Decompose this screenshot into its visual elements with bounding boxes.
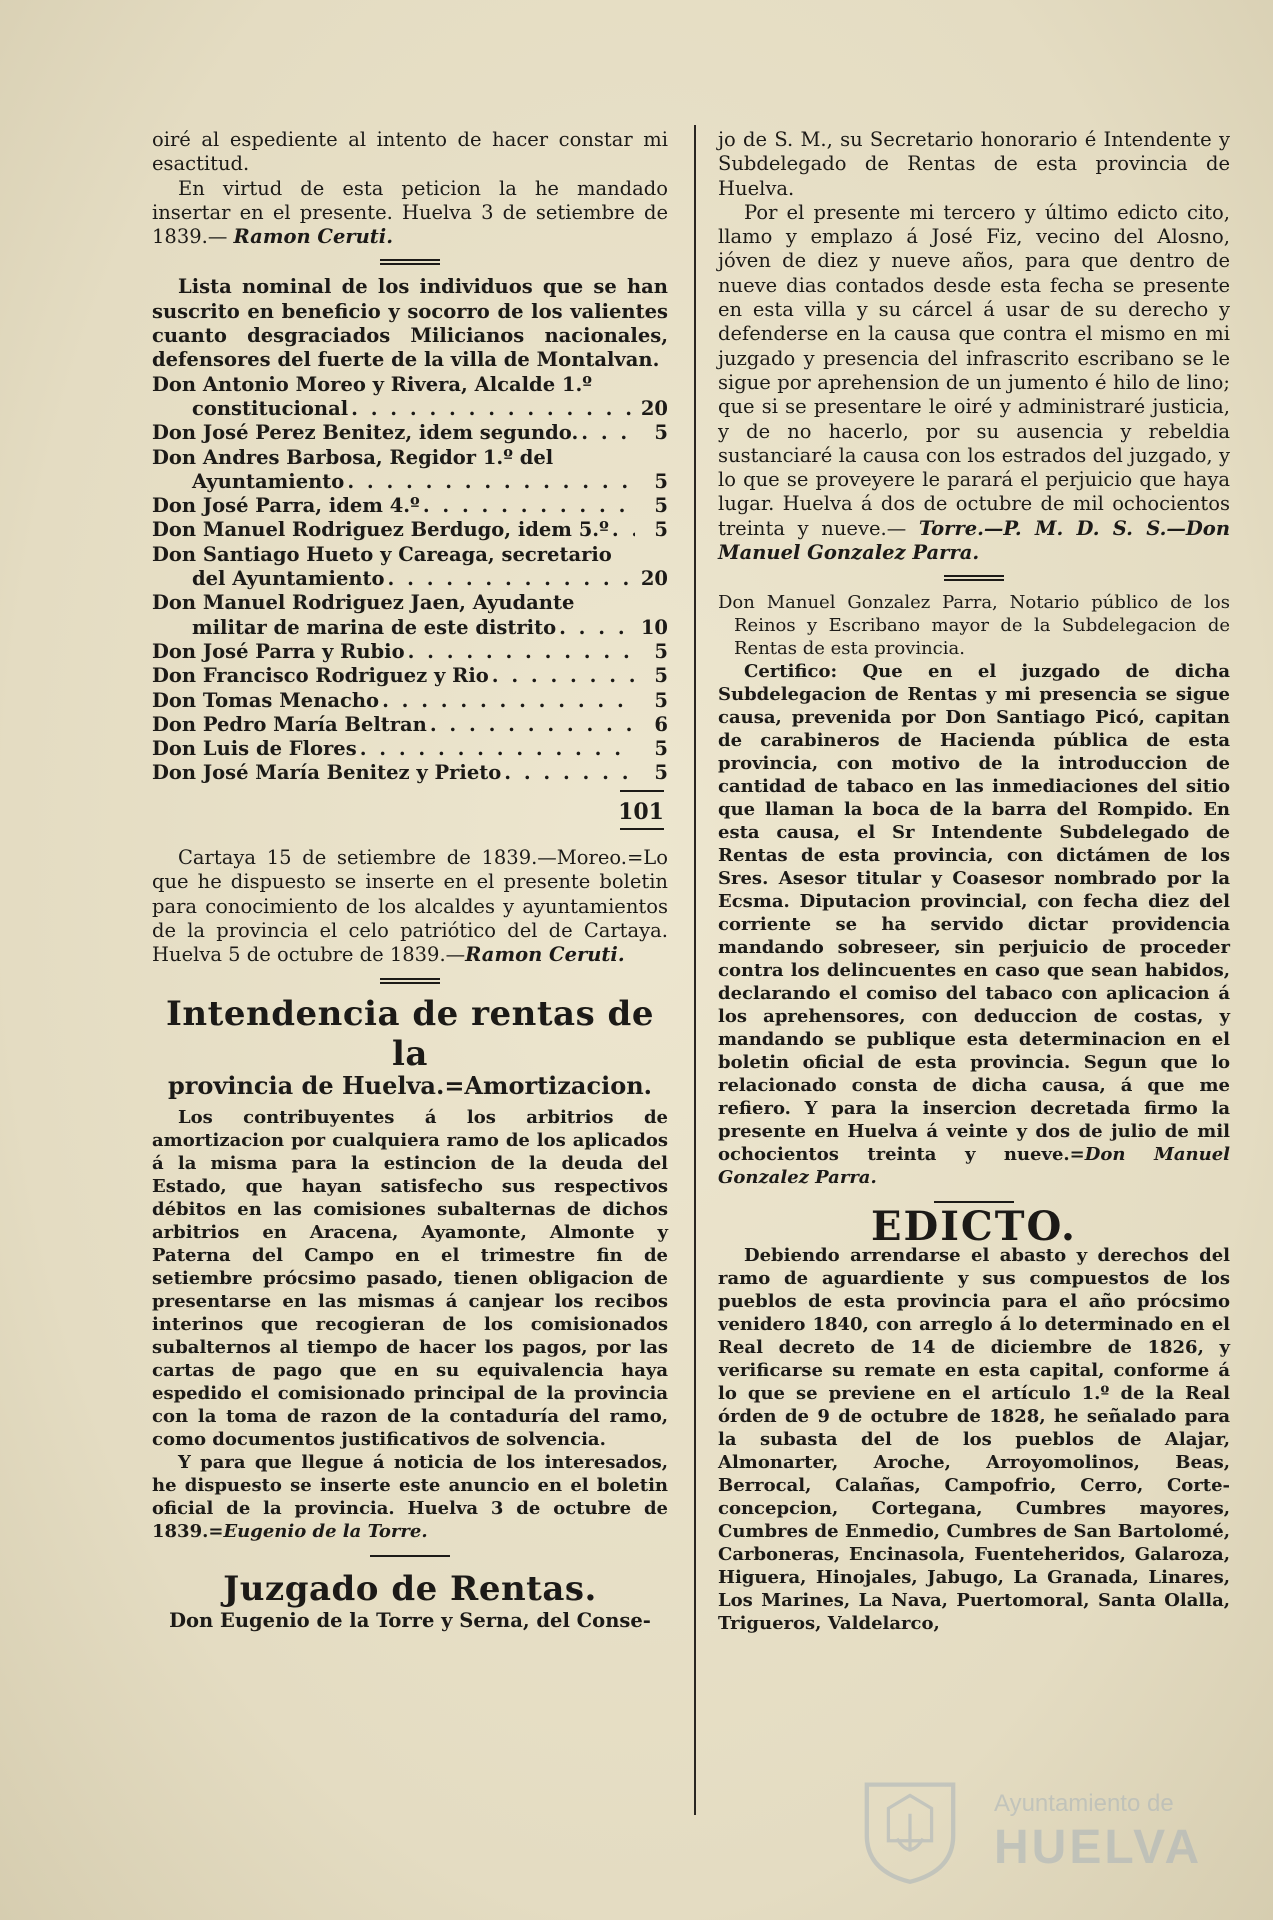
- separator: [718, 573, 1230, 583]
- certification-paragraph: Certifico: Que en el juzgado de dicha Subdelegacion de Rentas y mi presencia se sigue causa, prevenida por Don Santiago Picó, capitan de carabineros de Hacienda pública de esta provincia, con motivo de la introduccion de cantidad de tabaco en las inmediaciones del sitio que llaman la boca de la barra del Rompido. En esta causa, el Sr Intendente Subdelegado de Rentas de esta provincia, con dictámen de los Sres. Asesor titular y Coasesor nombrado por la Ecsma. Diputacion provincial, con fecha diez del corriente se ha servido dictar providencia mandando sobreseer, sin perjuicio de proceder contra los delincuentes en caso que sean habidos, declarando el comiso del tabaco con aplicacion á los aprehensores, con deduccion de costas, y mandando se publique esta determinacion en el boletin oficial de esta provincia. Segun que lo relacionado consta de dicha causa, á que me refiero. Y para la insercion decretada firmo la presente en Huelva á veinte y dos de julio de mil ochocientos treinta y nueve.=Don Manuel Gonzalez Parra.: [718, 661, 1230, 1189]
- subscriber-row: [152, 591, 668, 615]
- subscriber-amount: 5: [654, 664, 668, 688]
- signature: Don Manuel Gonzalez Parra.: [718, 1144, 1230, 1189]
- separator: [718, 1197, 1230, 1207]
- subscriber-amount: 6: [654, 712, 668, 736]
- leader-dots: [430, 713, 635, 737]
- cartaya-paragraph: Cartaya 15 de setiembre de 1839.—Moreo.=Lo que he dispuesto se inserte en el presente boletin para conocimiento de los alcaldes y ayuntamientos de la provincia el celo patriótico del de Cartaya. Huelva 5 de octubre de 1839.—Ramon Ceruti.: [152, 846, 668, 967]
- city-shield-icon: [856, 1776, 964, 1884]
- subscriber-amount: 20: [640, 396, 668, 420]
- separator: [152, 1551, 668, 1561]
- subscriber-row: [152, 397, 668, 421]
- subscriber-amount: 5: [654, 421, 668, 445]
- subscriber-name: del Ayuntamiento: [192, 567, 385, 591]
- juzgado-paragraph: Don Eugenio de la Torre y Serna, del Conse-: [169, 1608, 651, 1632]
- subscriber-row: [152, 761, 668, 785]
- subscriber-name: Don Andres Barbosa, Regidor 1.º del: [152, 445, 554, 469]
- petition-paragraph: En virtud de esta peticion la he mandado insertar en el presente. Huelva 3 de setiembre de 1839.— Ramon Ceruti.: [152, 176, 668, 249]
- subscriber-name: Don Antonio Moreo y Rivera, Alcalde 1.º: [152, 372, 592, 396]
- subscriber-amount: 20: [640, 567, 668, 591]
- intendente-paragraph: jo de S. M., su Secretario honorario é Intendente y Subdelegado de Rentas de esta provincia de Huelva.: [718, 128, 1230, 200]
- subscriber-name: Don Luis de Flores: [152, 737, 357, 761]
- leader-dots: [360, 737, 635, 761]
- watermark-line1: Ayuntamiento de: [994, 1790, 1174, 1817]
- subscription-total: 101: [618, 798, 664, 825]
- subscriber-row: [152, 543, 668, 567]
- subscriber-row: [152, 567, 668, 591]
- subscriber-row: [152, 470, 668, 494]
- subscriber-name: Don José María Benitez y Prieto: [152, 761, 502, 785]
- subscriber-row: [152, 713, 668, 737]
- amortizacion-notice: Y para que llegue á noticia de los interesados, he dispuesto se inserte este anuncio en el boletin oficial de la provincia. Huelva 3 de octubre de 1839.=Eugenio de la Torre.: [152, 1451, 668, 1542]
- carryover-paragraph: oiré al espediente al intento de hacer constar mi esactitud.: [152, 128, 668, 176]
- total-rule: [152, 824, 668, 834]
- subscriber-row: [152, 494, 668, 518]
- subscriber-name: Don Pedro María Beltran: [152, 712, 427, 736]
- leader-dots: [382, 689, 635, 713]
- leader-dots: [408, 640, 635, 664]
- separator: [152, 257, 668, 267]
- subscriber-row: [152, 616, 668, 640]
- subscriber-row: [152, 373, 668, 397]
- signature: Eugenio de la Torre.: [223, 1520, 428, 1542]
- subscriber-amount: 5: [654, 494, 668, 518]
- subscriber-amount: 5: [654, 639, 668, 663]
- leader-dots: [559, 616, 635, 640]
- subscriber-name: Don Tomas Menacho: [152, 688, 380, 712]
- subscriber-row: [152, 518, 668, 542]
- signature: Torre.—P. M. D. S. S.—Don Manuel Gonzalez Parra.: [718, 516, 1230, 565]
- subscriber-name: Ayuntamiento: [192, 469, 345, 493]
- section-subheading-amortizacion: provincia de Huelva.=Amortizacion.: [167, 1070, 653, 1100]
- subscriber-name: Don Manuel Rodriguez Jaen, Ayudante: [152, 591, 575, 615]
- leader-dots: [347, 470, 635, 494]
- amortizacion-paragraph: Los contribuyentes á los arbitrios de amortizacion por cualquiera ramo de los aplicados á la misma para la estincion de la deuda del Estado, que hayan satisfecho sus respectivos débitos en las comisiones subalternas de dichos arbitrios en Aracena, Ayamonte, Almonte y Paterna del Campo en el trimestre fin de setiembre prócsimo pasado, tienen obligacion de presentarse en las mismas á canjear los recibos interinos que recogieran de los comisionados subalternos al tiempo de hacer los pagos, por las cartas de pago que en su equivalencia haya espedido el comisionado principal de la provincia con la toma de razon de la contaduría del ramo, como documentos justificativos de solvencia.: [152, 1106, 668, 1450]
- subscriber-row: [152, 421, 668, 445]
- section-heading-intendencia: Intendencia de rentas de la: [166, 993, 654, 1074]
- leader-dots: [612, 518, 635, 542]
- separator: [152, 976, 668, 986]
- subscriber-name: Don José Parra y Rubio: [152, 639, 405, 663]
- subscriber-name: Don José Parra, idem 4.º: [152, 494, 420, 518]
- leader-dots: [504, 761, 635, 785]
- subscriber-row: [152, 689, 668, 713]
- subscriber-amount: 5: [654, 761, 668, 785]
- leader-dots: [581, 421, 635, 445]
- leader-dots: [423, 494, 635, 518]
- leader-dots: [492, 664, 635, 688]
- subscriber-amount: 5: [654, 518, 668, 542]
- subscriber-amount: 5: [654, 737, 668, 761]
- subscriber-name: militar de marina de este distrito: [192, 615, 557, 639]
- subscriber-name: Don José Perez Benitez, idem segundo.: [152, 421, 579, 445]
- section-heading-edicto: EDICTO.: [871, 1203, 1077, 1251]
- subscriber-row: [152, 737, 668, 761]
- section-heading-juzgado: Juzgado de Rentas.: [223, 1568, 597, 1609]
- subscriber-row: [152, 446, 668, 470]
- signature: Ramon Ceruti.: [465, 943, 625, 967]
- leader-dots: [388, 567, 635, 591]
- subscriber-name: Don Francisco Rodriguez y Rio: [152, 664, 489, 688]
- signature: Ramon Ceruti.: [233, 225, 394, 249]
- edict-fiz-paragraph: Por el presente mi tercero y último edicto cito, llamo y emplazo á José Fiz, vecino del Alosno, jóven de diez y nueve años, para que dentro de nueve dias contados desde esta fecha se presente en esta villa y su cárcel á usar de su derecho y defenderse en la causa que contra el mismo en mi juzgado y presencia del infrascrito escribano se le sigue por aprehension de un jumento é hilo de lino; que si se presentare le oiré y administraré justicia, y de no hacerlo, por su ausencia y rebeldia sustanciaré la causa con los estrados del juzgado, y lo que se proveyere le parará el perjuicio que haya lugar. Huelva á dos de octubre de mil ochocientos treinta y nueve.— Torre.—P. M. D. S. S.—Don Manuel Gonzalez Parra.: [718, 200, 1230, 565]
- subscriber-list: [152, 373, 668, 786]
- subscriber-amount: 5: [654, 469, 668, 493]
- subscriber-name: constitucional: [192, 396, 349, 420]
- subscriber-name: Don Santiago Hueto y Careaga, secretario: [152, 542, 612, 566]
- total-rule: [152, 786, 668, 796]
- left-column: [152, 128, 668, 1633]
- leader-dots: [351, 397, 635, 421]
- watermark: [856, 1776, 1216, 1886]
- right-column: [718, 128, 1230, 1635]
- notary-heading: Don Manuel Gonzalez Parra, Notario público de los Reinos y Escribano mayor de la Subdelegacion de Rentas de esta provincia.: [718, 592, 1230, 660]
- watermark-line2: HUELVA: [994, 1821, 1203, 1874]
- subscriber-amount: 5: [654, 688, 668, 712]
- subscriber-amount: 10: [640, 615, 668, 639]
- list-heading: Lista nominal de los individuos que se han suscrito en beneficio y socorro de los valientes cuanto desgraciados Milicianos nacionales, defensores del fuerte de la villa de Montalvan.: [152, 275, 668, 372]
- edicto-paragraph: Debiendo arrendarse el abasto y derechos del ramo de aguardiente y sus compuestos de los pueblos de esta provincia para el año prócsimo venidero 1840, con arreglo á lo determinado en el Real decreto de 14 de diciembre de 1826, y verificarse su remate en esta capital, conforme á lo que se previene en el artículo 1.º de la Real órden de 9 de octubre de 1828, he señalado para la subasta del de los pueblos de Alajar, Almonarter, Aroche, Arroyomolinos, Beas, Berrocal, Calañas, Campofrio, Cerro, Corte-concepcion, Cortegana, Cumbres mayores, Cumbres de Enmedio, Cumbres de San Bartolomé, Carboneras, Encinasola, Fuenteheridos, Galaroza, Higuera, Hinojales, Jabugo, La Granada, Linares, Los Marines, La Nava, Puertomoral, Santa Olalla, Trigueros, Valdelarco,: [718, 1244, 1230, 1634]
- column-divider: [694, 125, 696, 1815]
- subscriber-row: [152, 664, 668, 688]
- subscriber-name: Don Manuel Rodriguez Berdugo, idem 5.º: [152, 518, 609, 542]
- subscriber-row: [152, 640, 668, 664]
